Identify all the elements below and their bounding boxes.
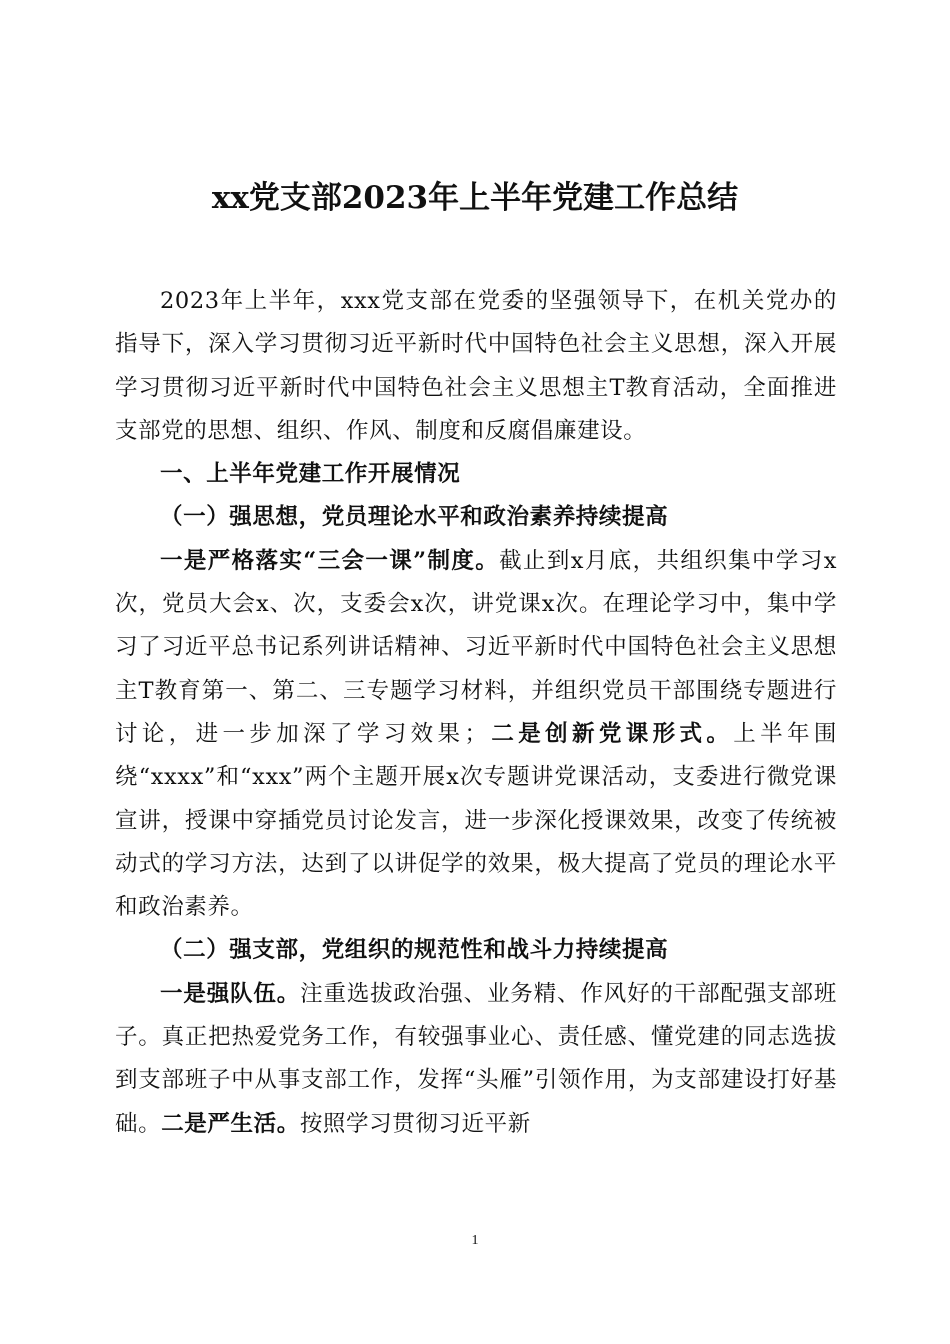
section-heading-1: 一、上半年党建工作开展情况	[160, 461, 461, 488]
document-body	[115, 280, 837, 1146]
subsection-2-paragraph	[115, 973, 837, 1146]
subsection-1-paragraph	[115, 540, 837, 930]
document-title: xx党支部2023年上半年党建工作总结	[211, 180, 739, 216]
lead-phrase: 一是严格落实“三会一课”制度。	[160, 547, 500, 574]
paragraph-text: 注重选拔政治强、业务精、作风好的干部配强支部班子。真正把热爱党务工作，有较强事业心、责任感、懂党建的同志选拔到支部班子中从事支部工作，发挥“头雁”引领作用，为支部建设打好基础。	[115, 980, 837, 1137]
paragraph-text: 截止到x月底，共组织集中学习x次，党员大会x、次，支委会x次，讲党课x次。在理论学习中，集中学习了习近平总书记系列讲话精神、习近平新时代中国特色社会主义思想主T教育第一、第二、三专题学习材料，并组织党员干部围绕专题进行讨论，进一步加深了学习效果；	[115, 547, 837, 747]
intro-paragraph: 2023年上半年，xxx党支部在党委的坚强领导下，在机关党办的指导下，深入学习贯彻习近平新时代中国特色社会主义思想，深入开展学习贯彻习近平新时代中国特色社会主义思想主T教育活动，全面推进支部党的思想、组织、作风、制度和反腐倡廉建设。	[115, 288, 837, 444]
subsection-heading-2: （二）强支部，党组织的规范性和战斗力持续提高	[160, 937, 669, 964]
lead-phrase: 二是严生活。	[161, 1110, 300, 1137]
lead-phrase: 一是强队伍。	[160, 980, 301, 1007]
paragraph-text: 上半年围绕“xxxx”和“xxx”两个主题开展x次专题讲党课活动，支委进行微党课宣讲，授课中穿插党员讨论发言，进一步深化授课效果，改变了传统被动式的学习方法，达到了以讲促学的效果，极大提高了党员的理论水平和政治素养。	[115, 720, 837, 921]
lead-phrase: 二是创新党课形式。	[487, 720, 734, 747]
subsection-heading-1: （一）强思想，党员理论水平和政治素养持续提高	[160, 504, 669, 531]
page-number: 1	[471, 1233, 479, 1248]
paragraph-text: 按照学习贯彻习近平新	[299, 1110, 531, 1137]
